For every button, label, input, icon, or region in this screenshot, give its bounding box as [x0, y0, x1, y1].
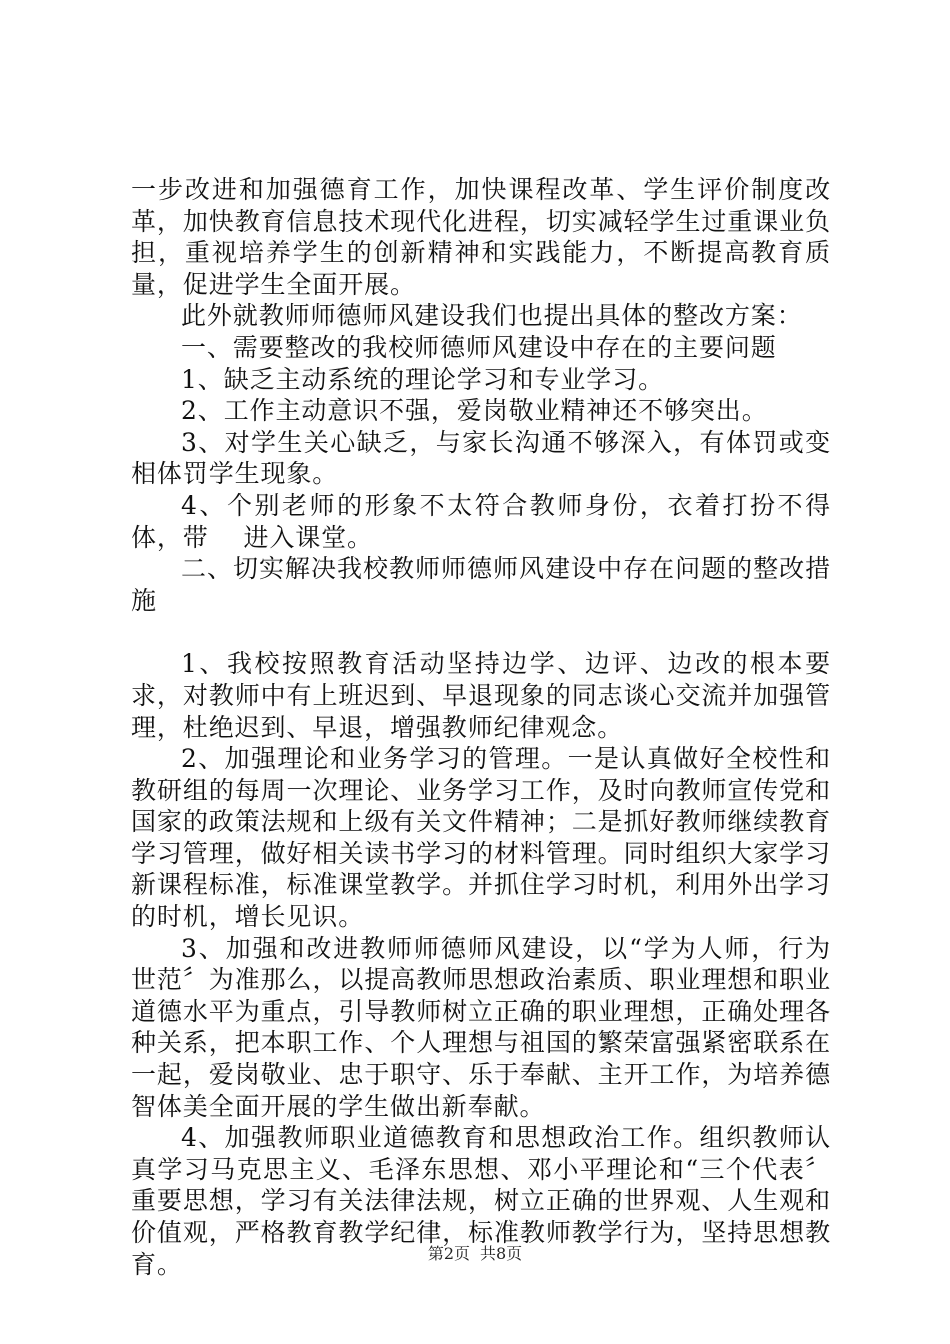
page-footer — [0, 1244, 950, 1264]
paragraph-intro: 此外就教师师德师风建设我们也提出具体的整改方案： — [181, 301, 803, 331]
section-heading-problems: 一、需要整改的我校师德师风建设中存在的主要问题 — [181, 332, 777, 362]
page-number: 第2页 — [427, 1244, 470, 1263]
problem-item-1: 1、缺乏主动系统的理论学习和专业学习。 — [181, 364, 665, 394]
problem-item-3: 3、对学生关心缺乏，与家长沟通不够深入，有体罚或变相体罚学生现象。 — [131, 427, 831, 489]
measure-item-3: 3、加强和改进教师师德师风建设，以“学为人师，行为世范〞为准那么，以提高教师思想政治素质、职业理想和职业道德水平为重点，引导教师树立正确的职业理想，正确处理各种关系，把本职工作、个人理想与祖国的繁荣富强紧密联系在一起，爱岗敬业、忠于职守、乐于奉献、主开工作，为培养德智体美全面开展的学生做出新奉献。 — [131, 933, 831, 1121]
page-total: 共8页 — [480, 1244, 523, 1263]
paragraph-continuation: 一步改进和加强德育工作，加快课程改革、学生评价制度改革，加快教育信息技术现代化进程，切实减轻学生过重课业负担，重视培养学生的创新精神和实践能力，不断提高教育质量，促进学生全面开展。 — [131, 175, 831, 299]
measure-item-4: 4、加强教师职业道德教育和思想政治工作。组织教师认真学习马克思主义、毛泽东思想、邓小平理论和“三个代表〞重要思想，学习有关法律法规，树立正确的世界观、人生观和价值观，严格教育教学纪律，标准教师教学行为，坚持思想教育。 — [131, 1123, 831, 1279]
problem-item-2: 2、工作主动意识不强，爱岗敬业精神还不够突出。 — [181, 396, 768, 426]
section-heading-measures: 二、切实解决我校教师师德师风建设中存在问题的整改措施 — [131, 554, 831, 615]
measure-item-1: 1、我校按照教育活动坚持边学、边评、边改的根本要求，对教师中有上班迟到、早退现象的同志谈心交流并加强管理，杜绝迟到、早退，增强教师纪律观念。 — [131, 649, 831, 742]
document-body — [131, 174, 831, 1280]
problem-item-4: 4、个别老师的形象不太符合教师身份，衣着打扮不得体，带 进入课堂。 — [131, 490, 831, 552]
measure-item-2: 2、加强理论和业务学习的管理。一是认真做好全校性和教研组的每周一次理论、业务学习工作，及时向教师宣传党和国家的政策法规和上级有关文件精神；二是抓好教师继续教育学习管理，做好相关读书学习的材料管理。同时组织大家学习新课程标准，标准课堂教学。并抓住学习时机，利用外出学习的时机，增长见识。 — [131, 744, 831, 932]
